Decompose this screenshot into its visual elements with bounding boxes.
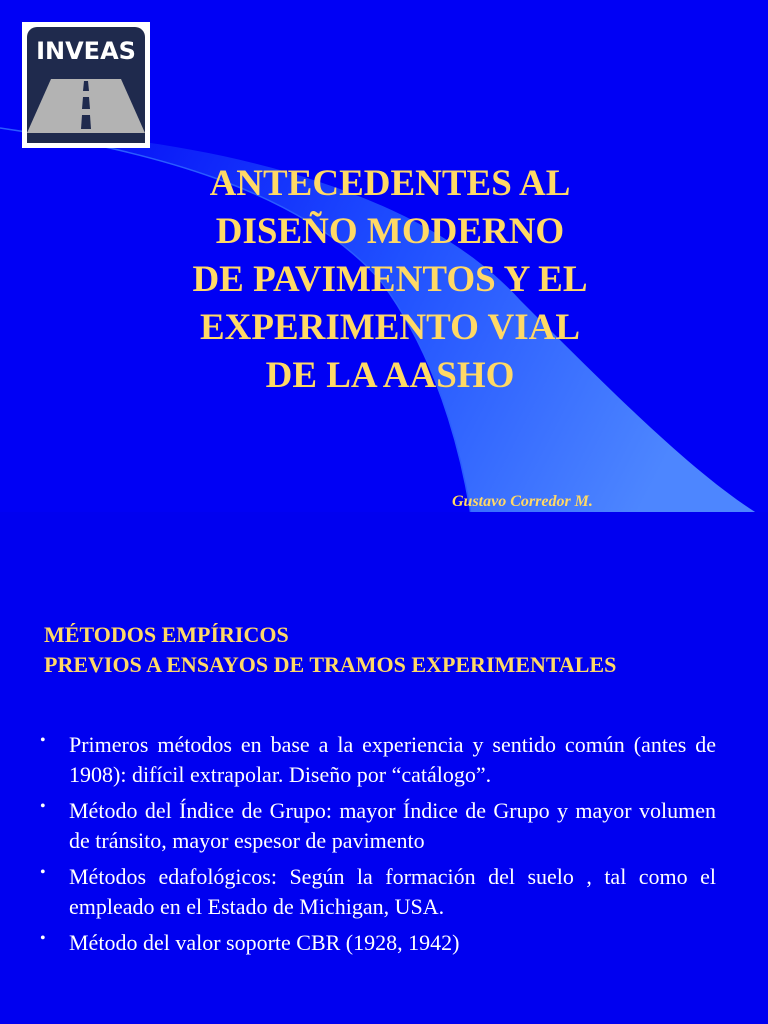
- bullet-icon: •: [40, 864, 46, 881]
- author-name: Gustavo Corredor M.: [452, 493, 593, 510]
- logo-badge: [27, 27, 145, 143]
- road-icon: [27, 71, 145, 143]
- bullet-icon: •: [40, 732, 46, 749]
- bullet-item: [40, 928, 716, 958]
- title-line: EXPERIMENTO VIAL: [199, 307, 580, 348]
- bullet-text: Primeros métodos en base a la experiencia y sentido común (antes de 1908): difícil extrapolar. Diseño por “catálogo”.: [69, 732, 716, 787]
- section-heading: [44, 620, 616, 680]
- inveas-logo: [22, 22, 150, 148]
- bullet-text: Método del Índice de Grupo: mayor Índice de Grupo y mayor volumen de tránsito, mayor espesor de pavimento: [69, 798, 716, 853]
- bullet-icon: •: [40, 798, 46, 815]
- heading-line: MÉTODOS EMPÍRICOS: [44, 622, 289, 647]
- title-line: DE PAVIMENTOS Y EL: [192, 259, 588, 300]
- title-line: DE LA AASHO: [265, 355, 515, 396]
- bullet-icon: •: [40, 930, 46, 947]
- title-line: ANTECEDENTES AL: [209, 163, 571, 204]
- bullet-list: [40, 730, 716, 964]
- bullet-item: [40, 796, 716, 856]
- heading-line: PREVIOS A ENSAYOS DE TRAMOS EXPERIMENTALES: [44, 652, 617, 677]
- bullet-item: [40, 730, 716, 790]
- bullet-text: Métodos edafológicos: Según la formación del suelo , tal como el empleado en el Estado de Michigan, USA.: [69, 864, 716, 919]
- bullet-item: [40, 862, 716, 922]
- bullet-text: Método del valor soporte CBR (1928, 1942): [69, 930, 460, 955]
- slide-gap: [0, 512, 768, 576]
- slide-title: [100, 160, 680, 400]
- title-line: DISEÑO MODERNO: [215, 211, 565, 252]
- logo-text: INVEAS: [36, 37, 136, 65]
- content-slide: [0, 576, 768, 1024]
